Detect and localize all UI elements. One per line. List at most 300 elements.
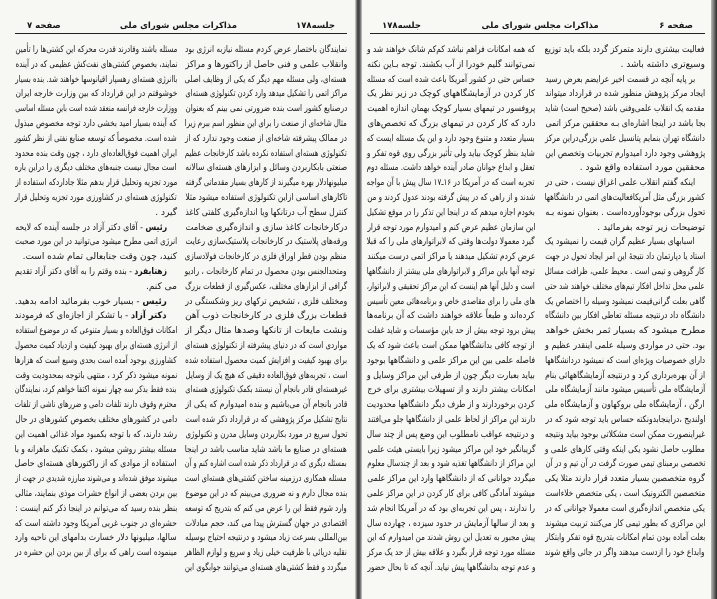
text-line <box>367 247 535 262</box>
text-line-content <box>545 428 705 443</box>
line-text: مسئله مورد توجه قرار بگیرد و علاقه بیش از حد یک مرکز <box>367 548 535 559</box>
text-line-content <box>15 383 177 398</box>
text-line <box>185 144 347 159</box>
text-line-content <box>367 413 535 428</box>
line-text: قطعات بزرگ فلزی در کارخانجات ذوب آهن <box>185 311 347 322</box>
text-line-content <box>367 250 535 265</box>
text-line <box>545 440 705 455</box>
line-text: میگردد و فقط کشتی‌های هسته‌ای می‌توانند جوابگوی این <box>185 562 347 573</box>
page-number: صفحه ۷ <box>27 21 61 31</box>
line-text: رشد دارند، که با توجه بکمبود مواد غذائی اهمیت این <box>15 429 177 440</box>
text-line <box>367 454 535 469</box>
text-line-content <box>185 309 347 324</box>
text-line-content <box>545 354 705 369</box>
text-line-content <box>15 443 177 458</box>
text-line-content <box>15 546 177 561</box>
text-line <box>545 203 705 218</box>
line-text: که آینده بسیار امید بخشی دارد توجه مخصوص مبذول <box>15 118 177 129</box>
text-line <box>367 173 535 188</box>
text-line-content <box>545 443 705 458</box>
line-text: بر پایه آنچه در قسمت اخیر عرایضم بعرض رسید <box>545 74 695 85</box>
publication-title: مذاکرات مجلس شورای ملی <box>119 21 237 31</box>
text-line <box>367 188 535 203</box>
text-line-content <box>15 472 177 487</box>
line-text: مراکز اتمی را تشکیل میدهد وارد کردن تکنولوژی هسته‌ای <box>185 89 347 100</box>
text-line <box>367 203 535 218</box>
text-line-content <box>545 339 705 354</box>
text-line <box>185 484 347 499</box>
line-text: ورقه‌های پلاستیک در کارخانجات پلاستیک‌سازی رعایت <box>185 237 347 248</box>
line-text: امکانات بیشتر دارند و از تسهیلات بیشتری برای خرج <box>367 385 535 396</box>
line-text: دانشگاه داد درنتیجه مسئله تعاطی افکار بین دانشگاه <box>545 311 705 322</box>
text-line <box>185 410 347 425</box>
line-text: ایجاد مرکز پژوهش منظور شده در قرارداد میتواند <box>545 89 705 100</box>
text-line <box>367 306 535 321</box>
line-text: مینموده است راهی که برای از بین بردن این حشره در <box>15 548 177 559</box>
line-text: که همه امکانات فراهم نباشد کم‌کم شانک خواهند شد و <box>367 45 535 55</box>
line-text: مورد تجزیه وتحلیل قرار بدهم مثلا جاداردکه استفاده از <box>15 178 177 189</box>
line-text: ارگن ، آزمایشگاه ملی بروکهاون و آزمایشگاه ملی <box>545 400 705 411</box>
text-line <box>367 321 535 336</box>
text-line-content <box>185 235 347 250</box>
text-line-content <box>367 265 535 280</box>
line-text: کردن برخوردارند و از طرف دیگر دانشگاهها محدودیت <box>367 400 535 411</box>
text-line <box>545 366 705 381</box>
line-text: کنترل سطح آب درتانکها ویا اندازه‌گیری کلفتی کاغذ <box>185 207 347 218</box>
text-line <box>545 40 705 55</box>
line-text: حشره‌ای در جنوب غربی آمریکا وجود داشته است که <box>15 518 177 529</box>
text-line-content <box>185 487 347 502</box>
text-line <box>545 99 705 114</box>
text-line <box>545 425 705 440</box>
text-line-content <box>15 457 177 472</box>
text-line <box>185 469 347 484</box>
text-line-content <box>185 517 347 532</box>
line-text: از انرژی هسته‌ای برای بهبود کیفیت و ازدیاد کمیت محصول <box>15 340 177 351</box>
text-line-content <box>15 221 167 236</box>
text-line <box>367 366 535 381</box>
text-line <box>545 277 705 292</box>
line-text: کار گروهی و تیمی است . محیط علمی، ظرافت مسائل <box>545 266 705 277</box>
text-line <box>15 528 177 543</box>
text-line-content <box>23 250 177 265</box>
text-line-content <box>545 191 705 206</box>
line-text: میشوند موفق شده‌اند و می‌شوند مبارزه شدیدی در جهت از <box>15 474 177 485</box>
line-text: نمایندگان باختصار عرض کردم مسئله نیازبه انرژی بود <box>185 45 347 55</box>
line-text: اولندیج ،دراینجابدونکته حساس باید توجه شود که در <box>545 414 705 425</box>
text-line <box>367 440 535 455</box>
text-line <box>15 336 177 351</box>
text-line <box>185 528 347 543</box>
text-line <box>367 70 535 85</box>
speaker-name: زهتابفرد <box>134 266 167 277</box>
text-line-content <box>367 487 535 502</box>
text-line-content <box>185 413 347 428</box>
text-line <box>15 440 177 455</box>
line-text: منظم بودن قطر اوراق فلزی در کارخانجات فولادسازی <box>185 252 347 263</box>
text-line <box>15 84 177 99</box>
text-line <box>15 454 177 469</box>
text-line <box>367 528 535 543</box>
text-line <box>185 336 347 351</box>
text-line-content <box>367 117 535 132</box>
line-text: بود. حتی در مواردی وسیله علمی اینقدر عظیم و <box>545 340 705 351</box>
speaker-name: رئیس <box>142 296 167 307</box>
text-line <box>545 380 705 395</box>
text-line-content <box>367 339 535 354</box>
text-line-content <box>545 102 705 117</box>
text-line-content <box>545 398 705 413</box>
text-line-content <box>580 161 705 176</box>
line-text: برای بهبود کیفیت و افزایش کمیت محصول استفاده شده <box>185 355 347 366</box>
text-line <box>367 380 535 395</box>
line-text: بخودم اجازه میدهم که در اینجا این تذکر را در موقع تشکیل <box>367 207 535 218</box>
text-line <box>15 306 177 321</box>
text-line-content <box>15 117 177 132</box>
line-text: درکارخانجات کاغذ سازی و اندازه‌گیری ضخامت <box>185 222 347 233</box>
page-edge <box>711 0 717 599</box>
text-line-content <box>367 102 535 117</box>
line-text: آزمایشگاه ملی تأسیس میشود مانند آزمایشگاه ملی <box>545 385 705 396</box>
text-line-content <box>185 472 347 487</box>
line-text: وسیع‌تری داشته باشد . <box>620 59 705 70</box>
page-number: صفحه ۶ <box>659 21 693 31</box>
text-line-content <box>367 472 535 487</box>
page-6 <box>362 0 717 599</box>
text-line-content <box>367 147 535 162</box>
text-line <box>545 484 705 499</box>
line-text: کرده‌اند و طبعاً علاقه خواهند داشت که آن برنامه‌ها <box>367 311 535 322</box>
text-line <box>367 395 535 410</box>
text-line-content <box>367 176 535 191</box>
line-text: تکنولوژی هسته‌ای در کشاورزی مورد تجزیه وتحلیل قرار <box>15 192 177 203</box>
text-line <box>185 55 347 70</box>
line-text: است و دلیل آنها هم اینست که این مراکز تحقیقی و لابراتوار، <box>367 281 535 292</box>
text-line <box>185 232 347 247</box>
line-text: بجا باشد در اینجا اشاره‌ای بـه محققین مرکز اتمی <box>545 118 705 129</box>
text-line-content <box>545 472 705 487</box>
text-line-content <box>15 58 177 73</box>
text-line <box>367 84 535 99</box>
text-line <box>545 499 705 514</box>
line-text: مسئله باشند وقادرند قدرت محرکه این کشتی‌ها را تأمین <box>15 45 177 55</box>
line-text: و بعد از سالها آزمایش در حدود سیزده ، چهارده سال <box>367 518 535 529</box>
text-line-content <box>15 339 177 354</box>
text-line-content <box>185 87 347 102</box>
text-line <box>545 232 705 247</box>
line-text: گرافی از ابزارهای مختلف، عکس‌گیری از قطعات بزرگ <box>185 281 347 292</box>
text-line <box>185 70 347 85</box>
line-text: بنظر بنده رسید که می‌توانم در اینجا ذکر کنم اینست : <box>15 503 177 514</box>
text-line <box>367 99 535 114</box>
text-line <box>185 440 347 455</box>
text-line-content <box>367 428 535 443</box>
text-line-content <box>545 147 705 162</box>
line-text: عرض کردم تشکیل میدهند یا مراکز اتمی درست میکنند <box>367 252 535 263</box>
text-line-content <box>15 132 177 147</box>
text-line-content <box>545 309 705 324</box>
text-line <box>185 351 347 366</box>
text-line <box>15 543 177 558</box>
text-line <box>367 129 535 144</box>
text-line-content <box>15 487 177 502</box>
line-text: مطلوب حاصل نشود یکی اینکه وقتی کارهای علمی و <box>545 444 705 455</box>
text-line-content <box>545 324 705 339</box>
text-line-content <box>15 428 177 443</box>
text-column-1 <box>545 40 705 558</box>
text-line-content <box>185 354 347 369</box>
line-text: در ممالک پیشرفته شاخه‌ای از صنعت وجود ندارد که از <box>185 133 347 144</box>
speaker-name: رئیس <box>145 222 167 233</box>
text-line <box>367 40 535 55</box>
text-line-content <box>15 265 167 280</box>
text-line-content <box>545 87 705 102</box>
text-line-content <box>15 324 177 339</box>
text-line <box>15 410 177 425</box>
line-text: نقلیه دریائی با ظرفیت خیلی زیاد و سریع و لوازم الظاهر <box>185 548 347 559</box>
line-text: کار کردن در آزمایشگاههای کوچک در زیر نظر یک <box>367 89 535 100</box>
line-text: شده است. مخصوصاً که توسعه صنایع نفتی از نظر کشور <box>15 133 177 144</box>
text-line <box>545 321 705 336</box>
line-text: میشوند آمادگی کافی برای کار کردن در این مراکز علمی <box>367 488 535 499</box>
text-line-content <box>15 502 177 517</box>
text-line <box>15 55 177 70</box>
text-line-content <box>367 161 535 176</box>
line-text: شاید بنظر کوچک بیاید ولی تأثیر بزرگی روی قوه تفکر و <box>367 148 535 159</box>
line-text: مقدمه یک انقلاب علمی‌وفنی باشد (صحیح است) شاید <box>545 104 705 115</box>
line-text: تخصصی برمبنای تیمی صورت گرفت در آن تیم و در آن <box>545 459 705 470</box>
text-line-content <box>545 132 705 147</box>
text-line <box>545 306 705 321</box>
line-text: صنعتی بابکاربردن وسائل و ابزارهای هسته‌ای سالانه <box>185 163 347 174</box>
text-line <box>185 84 347 99</box>
text-line <box>545 247 705 262</box>
text-line-content <box>185 73 347 88</box>
line-text: و درنتیجه عواقب نامطلوب این وضع پس از چند سال <box>367 429 535 440</box>
text-line <box>545 173 705 188</box>
line-text: نمایند، بخصوص کشتی‌های نفت‌کش عظیمی که در آینده <box>15 59 177 70</box>
line-text: میلیونهادلار بهره میگیرند از کارهای بسیار مقدماتی گرفته <box>185 178 347 189</box>
line-text: محققین مورد استفاده واقع شود . <box>579 163 705 174</box>
text-line-content <box>185 561 347 576</box>
line-text: اسبابهای بسیار عظیم گران قیمت را نمیشود یک <box>545 237 695 248</box>
line-text: اینکه گفتم انقلاب علمی اغراق نیست ، حتی در <box>545 178 695 189</box>
text-line-content <box>367 369 535 384</box>
text-line-content <box>545 517 705 532</box>
line-text: مثال شاخه‌ای از صنعت را برای این منظور اسم ببرم زیرا <box>185 118 347 129</box>
line-text: محترم وقوف دارند تلفات دامی و ضررهای ناشی از تلفات <box>15 400 177 411</box>
line-text: علمی محل تداخل افکار تیم‌های مختلف خواهند شد حتی <box>545 281 705 292</box>
line-text: غیرهسته‌ای قادر بانجام آن نیستند بکمک تکنولوژی هسته‌ای <box>185 385 347 396</box>
text-line-content <box>545 413 705 428</box>
text-line <box>15 144 177 159</box>
text-line <box>15 425 177 440</box>
text-line-content <box>367 280 535 295</box>
text-line-content <box>15 369 177 384</box>
text-line <box>185 380 347 395</box>
text-line-content <box>15 102 177 117</box>
line-text: گیرد معمولا دولت‌ها وقتی که لابراتوارهای ملی را که قبلا <box>367 237 535 248</box>
text-line-content <box>545 176 695 191</box>
text-line <box>367 484 535 499</box>
line-text: استفاده از موادی که از راکتورهای هسته‌ای حاصل <box>15 459 177 470</box>
line-text: وانقلاب علمی و فنی حاصل از راکتورها و مراکز <box>185 59 347 70</box>
text-line <box>367 114 535 129</box>
line-text: خوشوقتم در این قرارداد که بین وزارت خارجه ایران <box>15 89 177 100</box>
text-line <box>185 499 347 514</box>
line-text: این سازمان عظیم عرض کنم و امیدوارم مورد توجه قرار <box>367 222 535 233</box>
text-line <box>15 247 177 262</box>
page-header <box>370 20 705 34</box>
text-line <box>15 380 177 395</box>
text-line <box>15 262 177 277</box>
text-line <box>545 129 705 144</box>
line-text: مسئله بیشتر روشن میشود ، بکمک تکنیک ماهرانه و با <box>15 444 177 455</box>
line-text: توجه آنها باین مراکز و لابراتوارهای ملی بیشتر از دانشگاهها <box>367 266 535 277</box>
line-text: گریبانگیر خود این مراکز میشود زیرا بایستی هیئت علمی <box>367 444 535 455</box>
session-number: جلسه۱۷۸ <box>382 21 421 31</box>
text-column-1 <box>185 40 347 573</box>
text-line <box>367 218 535 233</box>
text-line-content <box>185 102 347 117</box>
line-text: - بنده وقتم را به آقای دکتر آزاد تقدیم <box>15 266 133 277</box>
line-text: - بسیار خوب بفرمائید ادامه بدهید. <box>15 296 140 307</box>
text-line-content <box>545 250 705 265</box>
line-text: وابداع خود را ازدست میدهند واگر در جائی واقع شوند <box>545 548 705 559</box>
text-line <box>367 144 535 159</box>
line-text: متخصصین الکترونیک است ، یکی متخصص خلاءاست <box>545 488 705 499</box>
text-line <box>185 306 347 321</box>
text-line <box>367 232 535 247</box>
text-line-content <box>545 295 705 310</box>
line-text: دارد که کار کردن در تیمهای بزرگ که تخصص‌های <box>367 118 535 129</box>
line-text: توضیحات زیر توجه بفرمائید . <box>597 222 705 233</box>
line-text: ووزارت خارجه فرانسه منعقد شده است باین مسئله اساسی <box>15 104 177 115</box>
text-line-content <box>367 546 535 561</box>
text-line <box>545 469 705 484</box>
line-text: بمسئله دیگری که در قرارداد ذکر شده است اشاره کنم و آن <box>185 459 347 470</box>
text-line <box>545 395 705 410</box>
text-line-content <box>621 58 705 73</box>
line-text: تعقل و ابداع جوانان صادر آینده خواهد داشت. مسئله دوم <box>367 163 535 174</box>
page-header <box>15 20 347 34</box>
speaker-name: دکتر آزاد <box>131 311 167 322</box>
line-text: دامی در کشورهای مختلف بخصوص کشورهای در حال <box>15 414 177 425</box>
line-text: مسئله همکاری درزمینه ساختن کشتی‌های هسته‌ای است <box>185 474 347 485</box>
text-line <box>185 114 347 129</box>
line-text: مواردی است که در دنیای پیشرفته از تکنولوژی هسته‌ای <box>185 340 347 351</box>
text-line <box>545 188 705 203</box>
text-line-content <box>155 206 177 221</box>
text-line <box>185 40 347 55</box>
line-text: کشور بزرگی مثل آمریکافعالیت‌های اتمی در دانشگاهها <box>545 192 705 203</box>
text-line-content <box>15 43 177 58</box>
text-line <box>185 321 347 336</box>
line-text: بنده فقط بذکر سه چهار نمونه اکتفا خواهم کرد، نمایندگان <box>15 385 177 396</box>
line-text: باانرژی هسته‌ای رهسپار اقیانوسها خواهند شد. بنده بسیار <box>15 74 177 85</box>
text-line <box>185 514 347 529</box>
text-line <box>15 188 177 203</box>
text-line <box>15 292 177 307</box>
line-text: پیش برود توجه بیش از حد باین مؤسسات و شاید غفلت <box>367 326 535 337</box>
text-line-content <box>367 43 535 58</box>
line-text: امکانات فوق‌العاده و بسیار متنوعی که در موضوع استفاده <box>15 326 177 337</box>
line-text: قادر بانجام آن می‌باشیم و بنده امیدوارم که یکی از <box>185 400 347 411</box>
line-text: تجربه است که در آمریکا در ۱۶ـ۱۷ سال پیش با آن مواجه <box>367 178 535 189</box>
line-text: تاکارهای اساسی ازاین تکنولوژی استفاده میشود مثلا <box>185 192 347 203</box>
text-line <box>545 543 705 558</box>
text-line-content <box>367 221 535 236</box>
line-text: بین بردن بعضی از انواع حشرات موذی بنمایند، مثالی <box>15 488 177 499</box>
text-line-content <box>367 324 535 339</box>
text-line <box>545 410 705 425</box>
page-7 <box>0 0 357 599</box>
text-line-content <box>545 235 695 250</box>
text-line <box>545 514 705 529</box>
text-line-content <box>367 58 535 73</box>
line-text: تحول بزرگی بوجودآورده‌است . بعنوان نمونه بـه <box>545 207 705 218</box>
text-line <box>15 218 177 233</box>
text-line <box>545 351 705 366</box>
line-text: این مراکزی که بطور تیمی کار می‌کنند تربیت میشوند <box>545 518 705 529</box>
line-text: های ملی را برای مقاصدی خاص و برنامه‌هائی معین تأسیس <box>367 296 535 307</box>
text-line <box>15 514 177 529</box>
line-text: تحول سریع در مورد بکاربردن وسایل مدرن و تکنولوژی <box>185 429 347 440</box>
line-text: است ، تجربه‌های فوق‌العاده دقیقی که هیچ یک از وسایل <box>185 370 347 381</box>
line-text: وارد شوم فقط این را عرض می کنم که بتدریج که توسعه <box>185 503 347 514</box>
text-line-content <box>367 457 535 472</box>
text-line-content <box>545 546 705 561</box>
text-line-content <box>15 235 177 250</box>
text-line-content <box>367 309 535 324</box>
text-line-content <box>185 383 347 398</box>
text-line-content <box>367 235 535 250</box>
line-text: دانشگاه تهران بنمایم پتانسیل علمی بزرگی‌دراین مرکز <box>545 133 705 144</box>
text-line-content <box>367 517 535 532</box>
text-line <box>545 528 705 543</box>
text-line-content <box>367 354 535 369</box>
text-line-content <box>545 502 705 517</box>
text-line <box>15 173 177 188</box>
text-line <box>367 543 535 558</box>
text-line <box>367 558 535 573</box>
line-text: بنده مجال دارم و نه ضروری می‌بینم که در این موضوع <box>185 488 347 499</box>
line-text: نمونه میشود ذکر کرد ، منتهی باتوجه بمحدودیت وقت <box>15 370 177 381</box>
line-text: ونشت مایعات از تانکها وصدها مثال دیگر از <box>185 326 347 337</box>
line-text: بسیار متعدد و متنوع وجود دارد و این یک مسئله ایست که <box>367 133 535 144</box>
text-line <box>367 55 535 70</box>
text-column-2 <box>15 40 177 558</box>
text-line-content <box>15 176 177 191</box>
line-text: اقتصادی در جهان گسترش پیدا می کند، حجم مبادلات <box>185 518 347 529</box>
text-line <box>367 158 535 173</box>
text-line <box>15 114 177 129</box>
text-line-content <box>367 132 535 147</box>
text-line <box>545 454 705 469</box>
text-line-content <box>15 147 177 162</box>
text-line-content <box>185 43 347 58</box>
text-line-content <box>545 383 705 398</box>
line-text: پژوهشی وجود دارد امیدوارم تجربیات وتخصص این <box>545 148 705 159</box>
text-line <box>15 351 177 366</box>
text-line-content <box>185 398 347 413</box>
text-line-content <box>146 280 177 295</box>
line-text: بیاید بعبارت دیگر چون از طرفی این مراکز وسایل و <box>367 370 535 381</box>
line-text: از توجه کافی بدانشگاهها ممکن است باعث شود که یک <box>367 340 535 351</box>
line-text: هسته‌ای در صنایع ما باشد شاید مناسب باشد در اینجا <box>185 444 347 455</box>
text-line-content <box>185 502 347 517</box>
text-line <box>545 70 705 85</box>
